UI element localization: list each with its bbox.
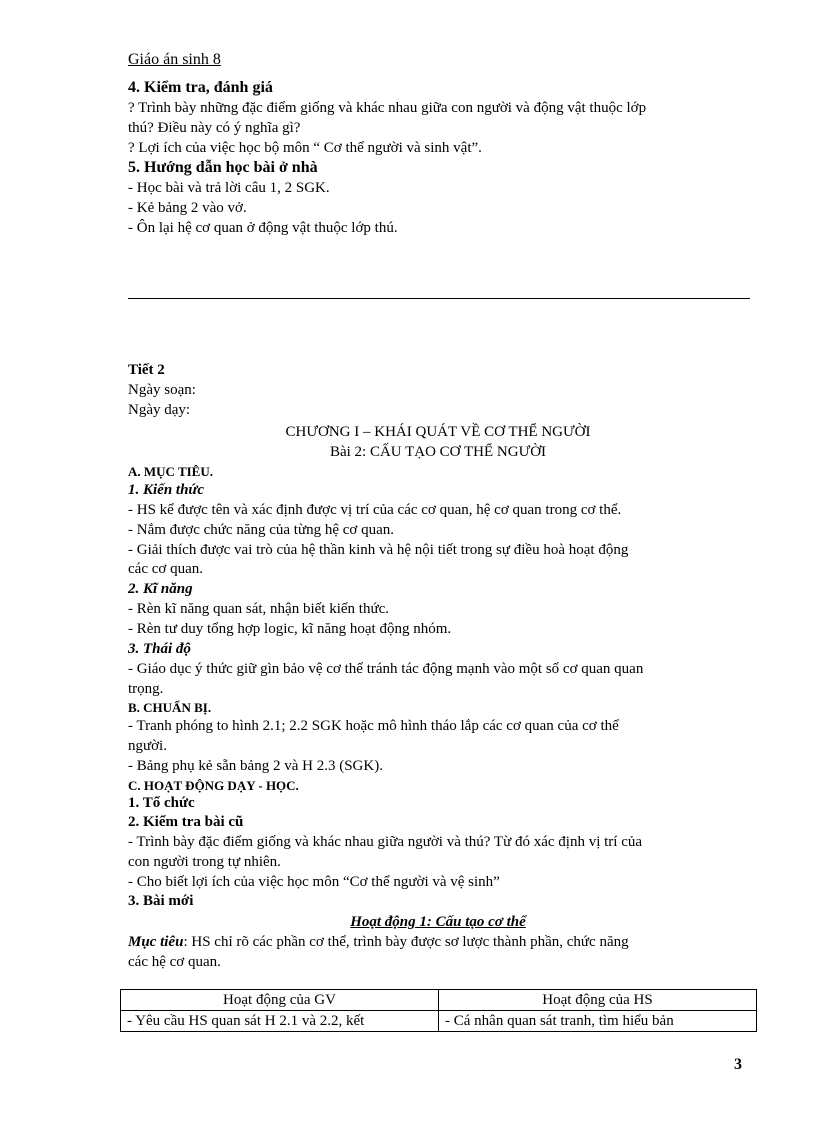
sectionB-heading: B. CHUẨN BỊ. [128,700,212,715]
prep-line: - Tranh phóng to hình 2.1; 2.2 SGK hoặc mô hình tháo lắp các cơ quan của cơ thể [128,718,619,734]
part4-line: thú? Điều này có ý nghĩa gì? [128,120,301,136]
review-line: - Cho biết lợi ích của việc học môn “Cơ thể người và vệ sinh” [128,874,500,890]
part4-line: ? Trình bày những đặc điểm giống và khác nhau giữa con người và động vật thuộc lớp [128,100,647,116]
header-subject: Giáo án sinh 8 [128,51,221,68]
part4-line: ? Lợi ích của việc học bộ môn “ Cơ thể người và sinh vật”. [128,140,482,156]
attitude-line: trọng. [128,681,164,697]
prep-line: người. [128,738,167,754]
review-line: con người trong tự nhiên. [128,854,281,870]
new-lesson-heading: 3. Bài mới [128,893,194,909]
knowledge-heading: 1. Kiến thức [128,482,205,498]
review-heading: 2. Kiểm tra bài cũ [128,814,244,830]
table-header-gv: Hoạt động của GV [121,990,439,1011]
teach-date: Ngày dạy: [128,402,191,418]
knowledge-line: các cơ quan. [128,561,203,577]
organization-heading: 1. Tổ chức [128,795,195,811]
skills-line: - Rèn tư duy tổng hợp logic, kĩ năng hoạt động nhóm. [128,621,452,637]
activity1-goal-cont: các hệ cơ quan. [128,954,221,970]
activity-table [120,989,757,1032]
lesson-period: Tiết 2 [128,362,165,378]
table-header-row [121,990,757,1011]
table-header-hs: Hoạt động của HS [439,990,757,1011]
review-line: - Trình bày đặc điểm giống và khác nhau giữa người và thú? Từ đó xác định vị trí của [128,834,643,850]
part5-line: - Học bài và trả lời câu 1, 2 SGK. [128,180,330,196]
table-row [121,1011,757,1032]
lesson-title: Bài 2: CẤU TẠO CƠ THỂ NGƯỜI [329,444,547,460]
attitude-heading: 3. Thái độ [128,641,191,657]
skills-heading: 2. Kĩ năng [128,581,193,597]
prep-line: - Bảng phụ kẻ sẵn bảng 2 và H 2.3 (SGK). [128,758,383,774]
goal-text: : HS chỉ rõ các phần cơ thể, trình bày được sơ lược thành phần, chức năng [183,934,629,950]
page-number: 3 [734,1056,742,1073]
sectionC-heading: C. HOẠT ĐỘNG DẠY - HỌC. [128,778,299,793]
part4-heading: 4. Kiểm tra, đánh giá [128,79,273,96]
goal-label: Mục tiêu [128,934,184,950]
knowledge-line: - Nắm được chức năng của từng hệ cơ quan. [128,522,394,538]
table-cell-hs: - Cá nhân quan sát tranh, tìm hiểu bản [439,1011,757,1032]
document-header [128,50,748,70]
part5-heading: 5. Hướng dẫn học bài ở nhà [128,159,318,176]
chapter-title: CHƯƠNG I – KHÁI QUÁT VỀ CƠ THỂ NGƯỜI [285,424,591,440]
table-cell-gv: - Yêu cầu HS quan sát H 2.1 và 2.2, kết [121,1011,439,1032]
part5-line: - Kẻ bảng 2 vào vở. [128,200,247,216]
prep-date: Ngày soạn: [128,382,196,398]
section-divider [128,298,750,299]
part5-line: - Ôn lại hệ cơ quan ở động vật thuộc lớp thú. [128,220,398,236]
knowledge-line: - HS kể được tên và xác định được vị trí của các cơ quan, hệ cơ quan trong cơ thể. [128,502,622,518]
activity1-goal [128,932,748,952]
sectionA-heading: A. MỤC TIÊU. [128,464,213,479]
activity1-title: Hoạt động 1: Cấu tạo cơ thể [350,914,526,930]
skills-line: - Rèn kĩ năng quan sát, nhận biết kiến thức. [128,601,389,617]
attitude-line: - Giáo dục ý thức giữ gìn bảo vệ cơ thể tránh tác động mạnh vào một số cơ quan quan [128,661,644,677]
knowledge-line: - Giải thích được vai trò của hệ thần kinh và hệ nội tiết trong sự điều hoà hoạt động [128,542,629,558]
